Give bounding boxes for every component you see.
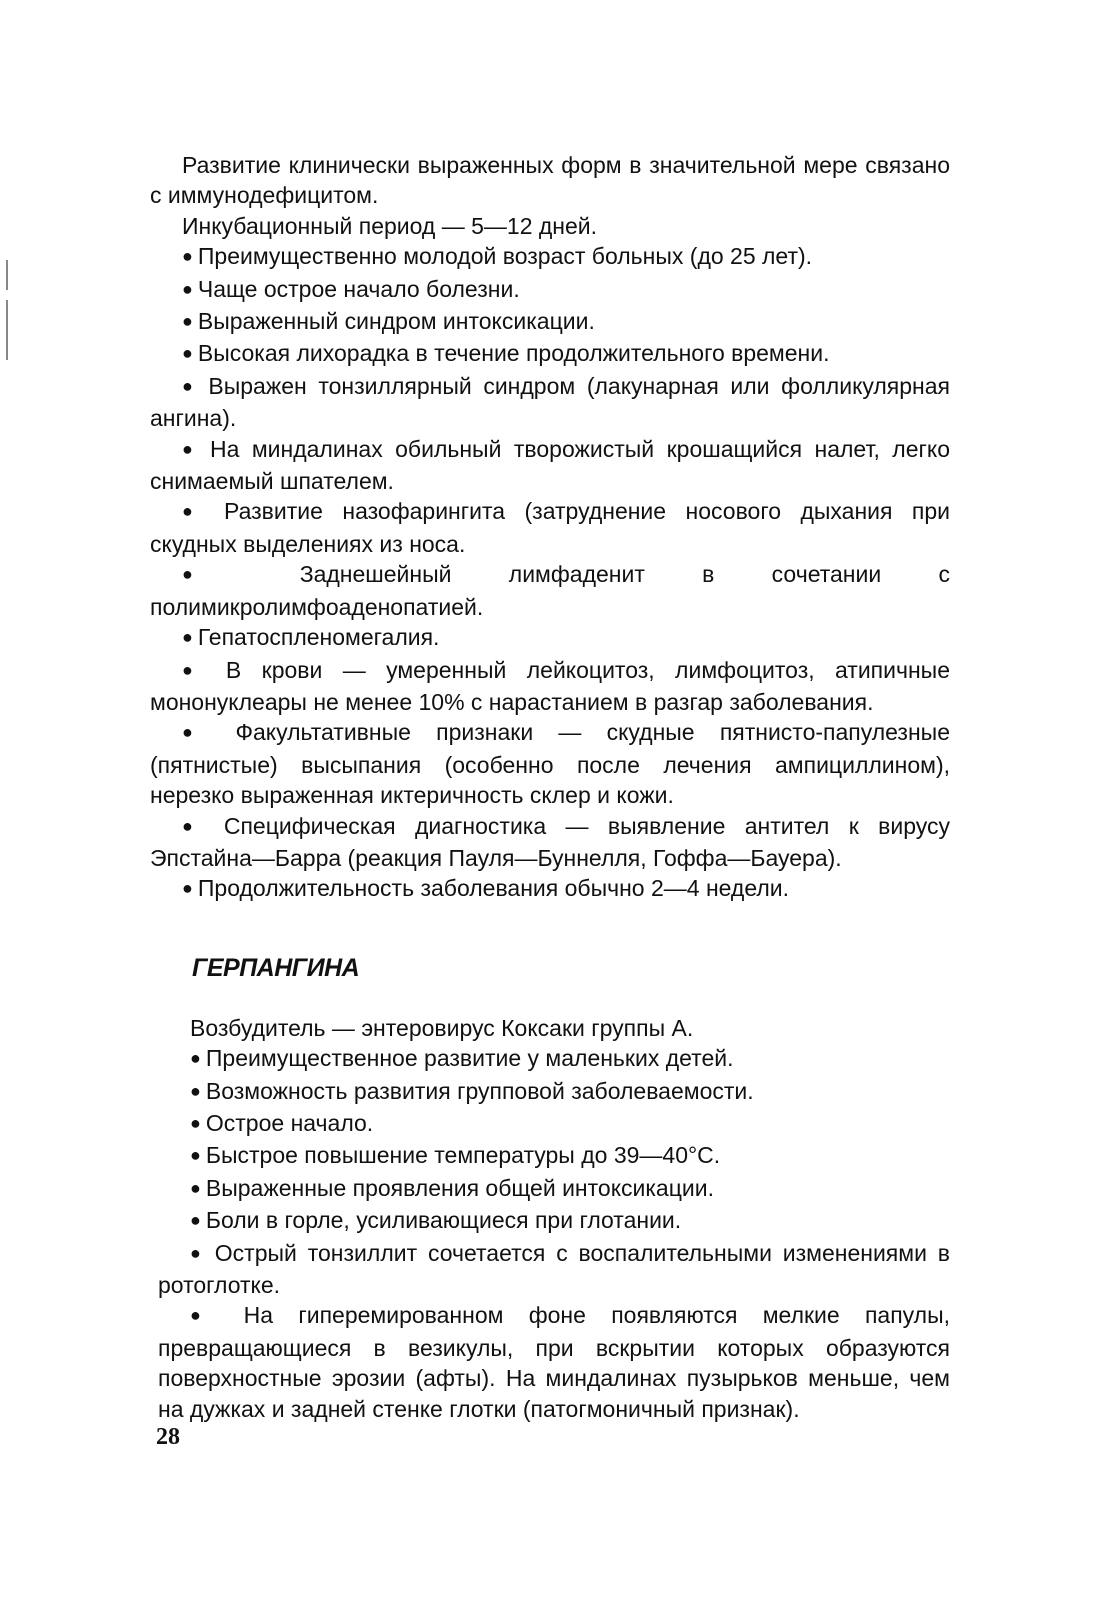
bullet-item: ● Заднешейный лимфаденит в сочетании с полимикролимфоаденопатией. — [150, 559, 950, 622]
intro-paragraph: Развитие клинически выраженных форм в значительной мере связано с иммунодефицитом. — [150, 152, 950, 209]
section-herpangina — [150, 1013, 950, 1424]
bullet-item: ● Высокая лихорадка в течение продолжительного времени. — [150, 338, 950, 370]
bullet-item: ● Гепатоспленомегалия. — [150, 622, 950, 654]
incubation-paragraph: Инкубационный период — 5—12 дней. — [182, 212, 598, 239]
page-body — [150, 150, 950, 1424]
bullet-item: ● Специфическая диагностика — выявление антител к вирусу Эпстайна—Барра (реакция Пауля—Буннелля, Гоффа—Бауера). — [150, 811, 950, 874]
margin-scan-mark — [6, 260, 8, 290]
section-heading: ГЕРПАНГИНА — [192, 953, 360, 982]
bullet-item: ● Острый тонзиллит сочетается с воспалительными изменениями в ротоглотке. — [150, 1238, 950, 1301]
section-mononucleosis — [150, 150, 950, 906]
page-number: 28 — [156, 1424, 180, 1450]
bullet-item: ● Факультативные признаки — скудные пятнисто-папулезные (пятнистые) высыпания (особенно после лечения ампициллином), нерезко выраженная иктеричность склер и кожи. — [150, 717, 950, 810]
bullet-item: ● Выраженные проявления общей интоксикации. — [150, 1173, 950, 1205]
bullet-item: ● На миндалинах обильный творожистый крошащийся налет, легко снимаемый шпателем. — [150, 434, 950, 497]
bullet-item: ● Боли в горле, усиливающиеся при глотании. — [150, 1205, 950, 1237]
pathogen-paragraph: Возбудитель — энтеровирус Коксаки группы А. — [190, 1014, 694, 1041]
bullet-item: ● Преимущественное развитие у маленьких детей. — [150, 1043, 950, 1075]
bullet-item: ● Развитие назофарингита (затруднение носового дыхания при скудных выделениях из носа. — [150, 496, 950, 559]
margin-scan-mark — [6, 300, 8, 360]
bullet-item: ● В крови — умеренный лейкоцитоз, лимфоцитоз, атипичные мононуклеары не менее 10% с нарастанием в разгар заболевания. — [150, 655, 950, 718]
bullet-item: ● На гиперемированном фоне появляются мелкие папулы, превращающиеся в везикулы, при вскрытии которых образуются поверхностные эрозии (афты). На миндалинах пузырьков меньше, чем на дужках и задней стенке глотки (патогмоничный признак). — [150, 1300, 950, 1424]
bullet-item: ● Выраженный синдром интоксикации. — [150, 306, 950, 338]
bullet-item: ● Быстрое повышение температуры до 39—40°С. — [150, 1140, 950, 1172]
bullet-item: ● Чаще острое начало болезни. — [150, 274, 950, 306]
bullet-item: ● Выражен тонзиллярный синдром (лакунарная или фолликулярная ангина). — [150, 371, 950, 434]
bullet-item: ● Острое начало. — [150, 1108, 950, 1140]
bullet-item: ● Преимущественно молодой возраст больных (до 25 лет). — [150, 241, 950, 273]
bullet-item: ● Возможность развития групповой заболеваемости. — [150, 1076, 950, 1108]
bullet-item: ● Продолжительность заболевания обычно 2—4 недели. — [150, 873, 950, 905]
